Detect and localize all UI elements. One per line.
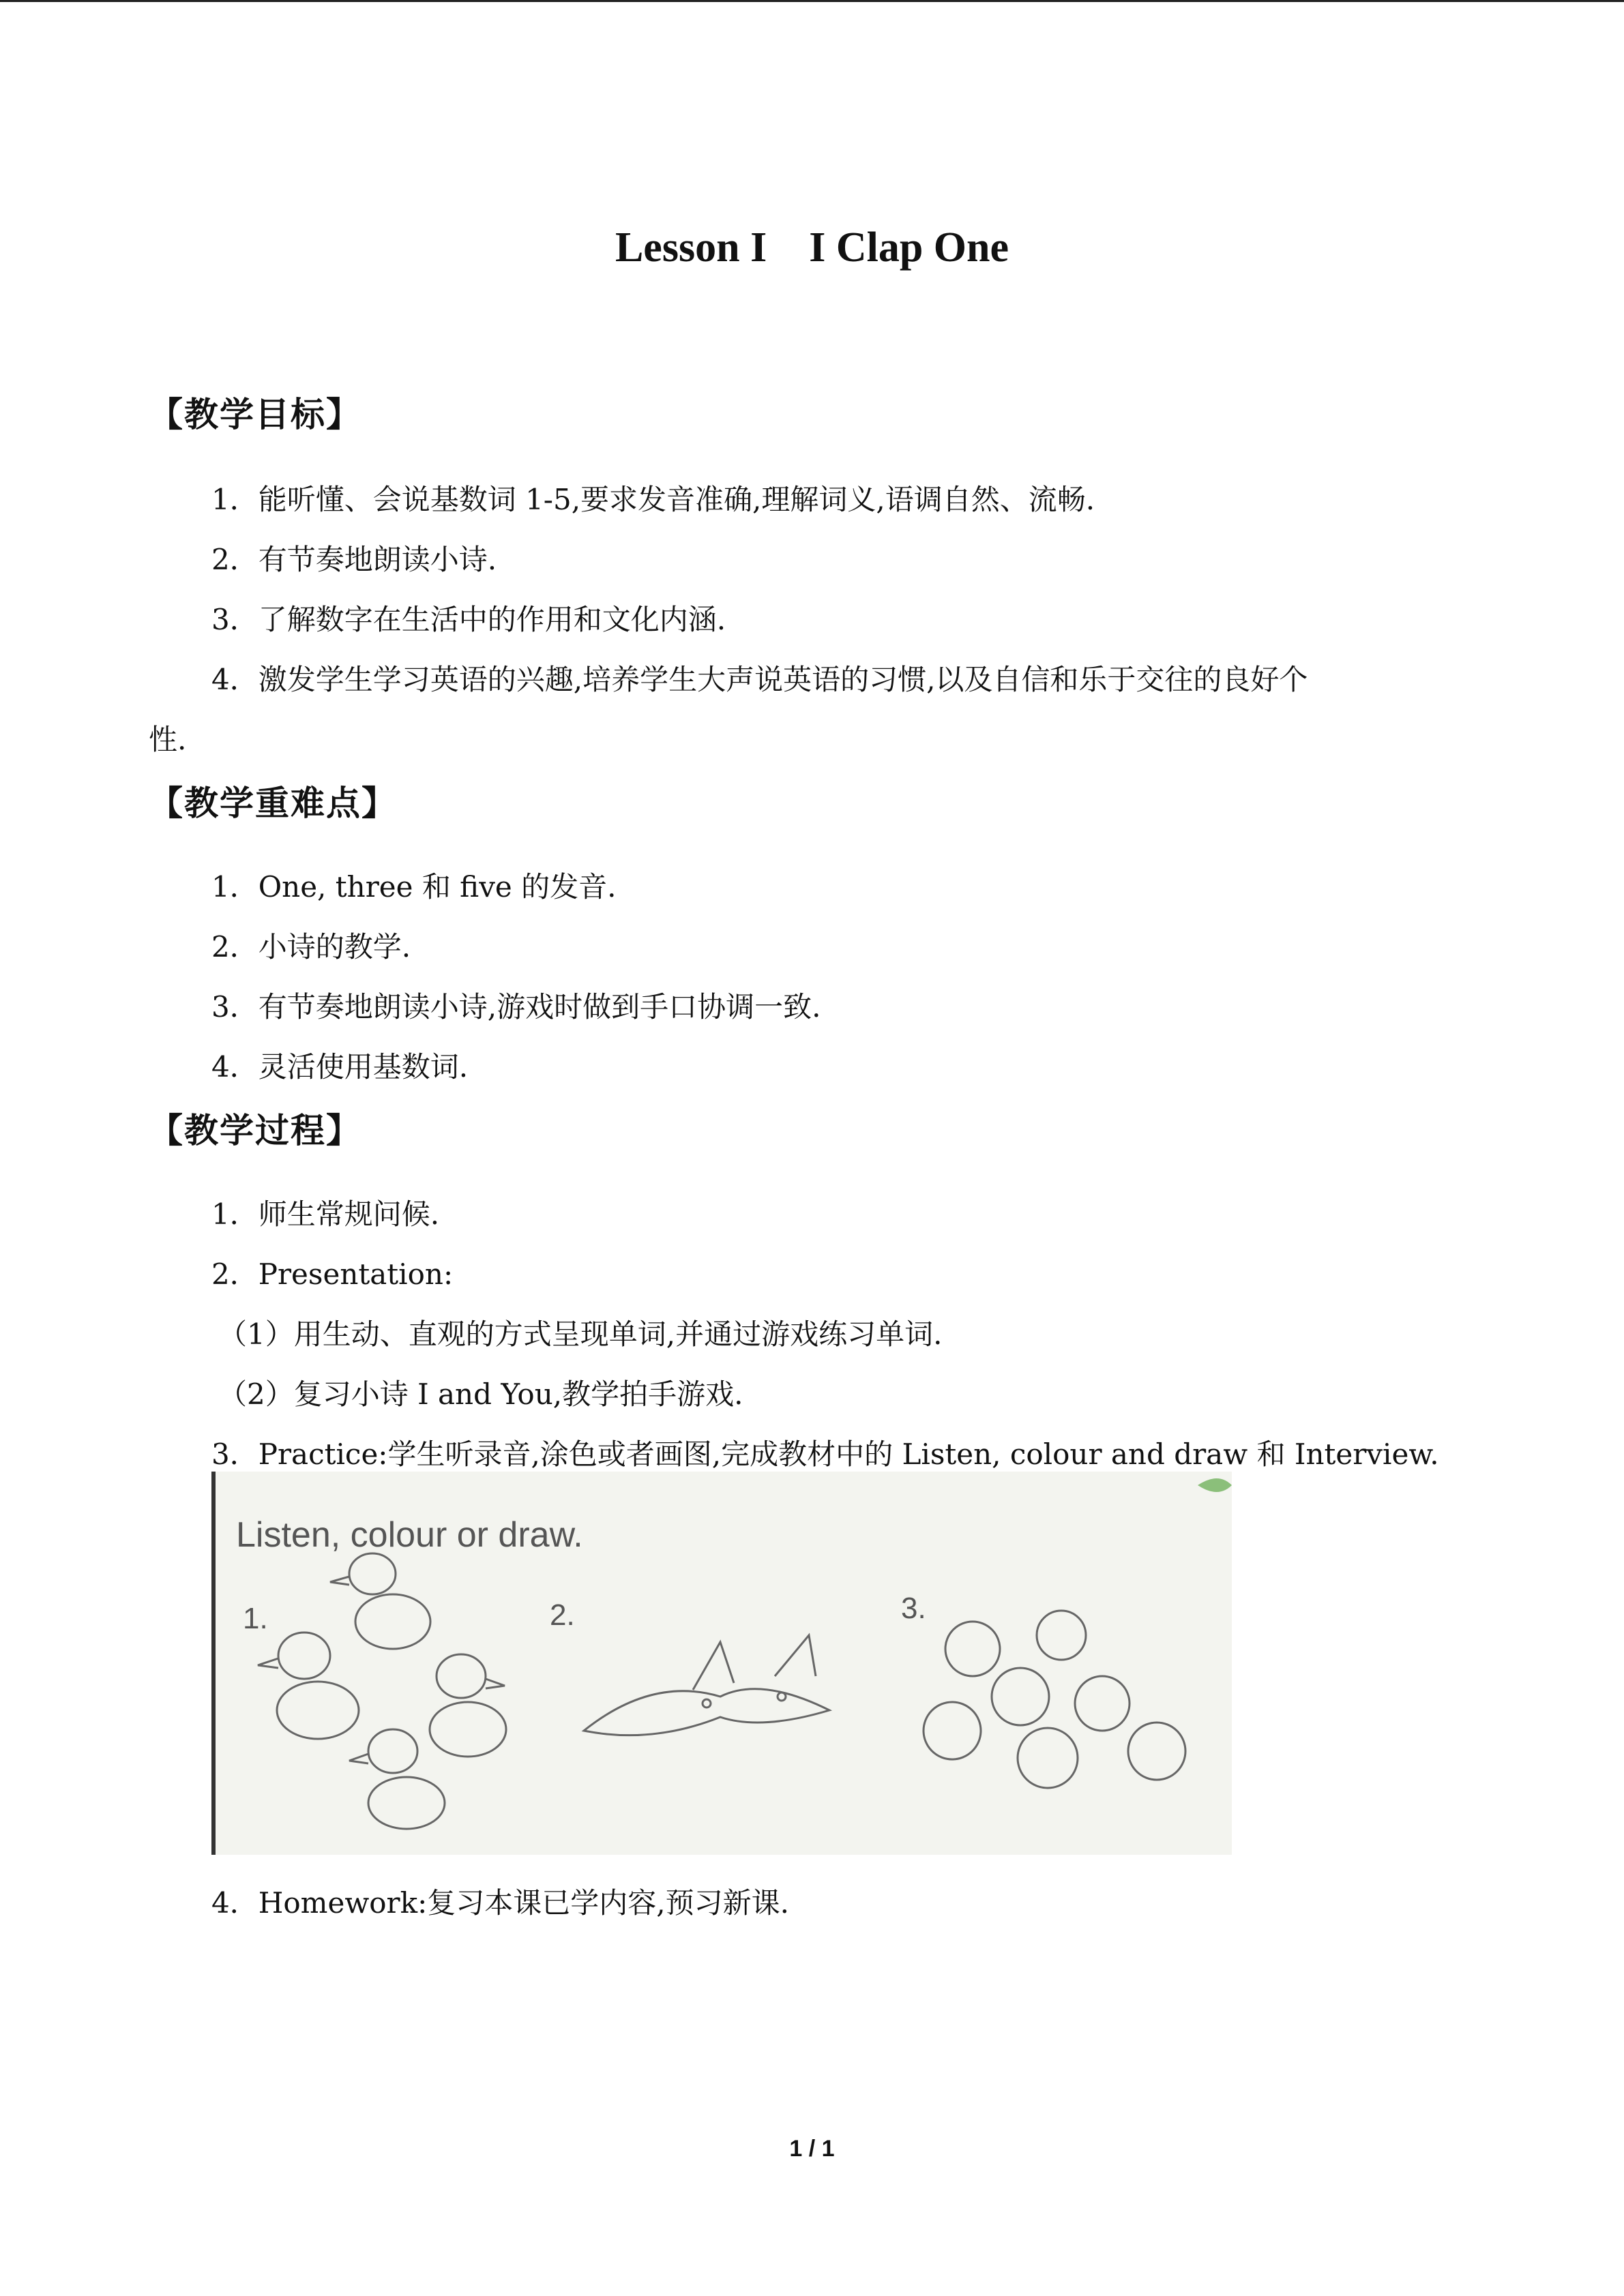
process-item: 4．Homework:复习本课已学内容,预习新课. <box>211 1886 789 1920</box>
objective-item: 4．激发学生学习英语的兴趣,培养学生大声说英语的习惯,以及自信和乐于交往的良好个 <box>211 663 1308 696</box>
section-heading-key-points: 【教学重难点】 <box>149 784 397 823</box>
section-heading-objectives: 【教学目标】 <box>149 395 361 434</box>
process-subitem: （1）用生动、直观的方式呈现单词,并通过游戏练习单词. <box>218 1317 943 1351</box>
objective-item: 3．了解数字在生活中的作用和文化内涵. <box>211 603 726 636</box>
process-item: 2．Presentation: <box>211 1257 454 1291</box>
figure-label-2: 2. <box>550 1598 575 1632</box>
key-point-item: 4．灵活使用基数词. <box>211 1050 469 1084</box>
figure-label-1: 1. <box>243 1602 268 1635</box>
process-subitem: （2）复习小诗 I and You,教学拍手游戏. <box>218 1377 743 1411</box>
page-title: Lesson I I Clap One <box>615 224 1009 271</box>
page-number: 1 / 1 <box>789 2136 835 2162</box>
key-point-item: 3．有节奏地朗读小诗,游戏时做到手口协调一致. <box>211 990 821 1024</box>
process-item: 1．师生常规问候. <box>211 1197 440 1231</box>
textbook-exercise-image <box>211 1472 1232 1855</box>
leaf-decoration <box>1198 1478 1232 1492</box>
figure-label-3: 3. <box>901 1592 926 1625</box>
key-point-item: 1．One, three 和 five 的发音. <box>211 870 617 904</box>
duck-drawings <box>258 1553 506 1829</box>
page-top-border <box>0 0 1624 2</box>
section-heading-process: 【教学过程】 <box>149 1111 361 1150</box>
objective-item: 2．有节奏地朗读小诗. <box>211 543 497 576</box>
figure-caption: Listen, colour or draw. <box>236 1515 583 1555</box>
objective-item: 1．能听懂、会说基数词 1-5,要求发音准确,理解词义,语调自然、流畅. <box>211 483 1095 516</box>
process-item: 3．Practice:学生听录音,涂色或者画图,完成教材中的 Listen, colour and draw 和 Interview. <box>211 1437 1439 1471</box>
objective-item-continuation: 性. <box>149 723 187 756</box>
bird-drawings <box>584 1635 829 1735</box>
chick-drawings <box>924 1611 1185 1788</box>
key-point-item: 2．小诗的教学. <box>211 930 411 964</box>
